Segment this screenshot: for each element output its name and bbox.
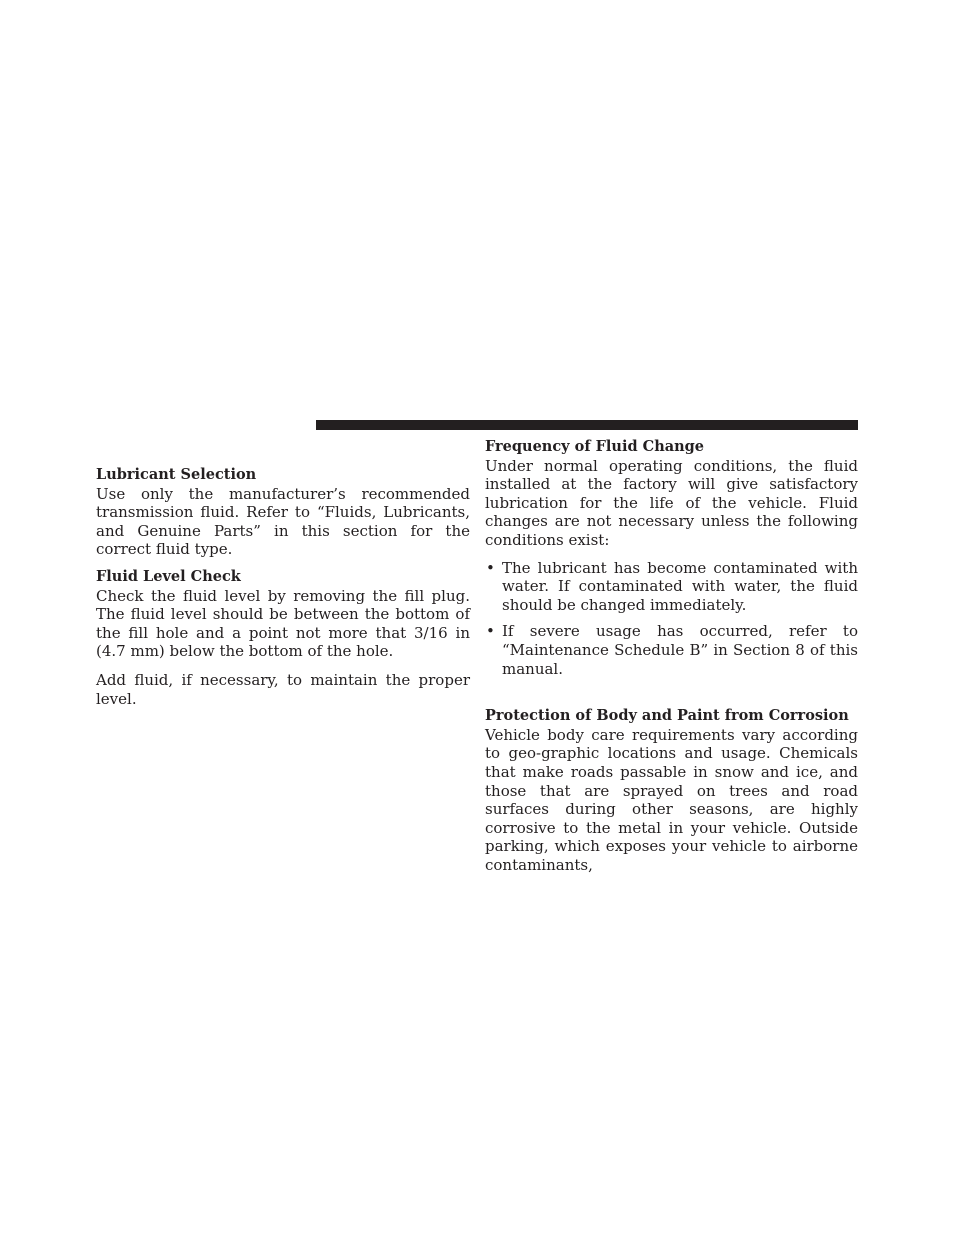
- heading-protection-of-body: Protection of Body and Paint from Corrosion: [485, 707, 849, 725]
- conditions-list: [485, 559, 858, 679]
- paragraph-lubricant-selection: Use only the manufacturer’s recommended transmission fluid. Refer to “Fluids, Lubricants, and Genuine Parts” in this section for the correct fluid type.: [96, 484, 470, 559]
- paragraph-fluid-level-check: Check the fluid level by removing the fill plug. The fluid level should be between the bottom of the fill hole and a point not more that 3/16 in (4.7 mm) below the bottom of the hole.: [96, 586, 470, 661]
- paragraph-add-fluid: Add fluid, if necessary, to maintain the proper level.: [96, 670, 470, 708]
- list-item: [485, 622, 858, 678]
- paragraph-protection-of-body: Vehicle body care requirements vary according to geo-graphic locations and usage. Chemicals that make roads passable in snow and ice, and those that are sprayed on trees and road surfaces during other seasons, are highly corrosive to the metal in your vehicle. Outside parking, which exposes your vehicle to airborne contaminants,: [485, 725, 858, 874]
- list-item-text: If severe usage has occurred, refer to “Maintenance Schedule B” in Section 8 of this manual.: [502, 622, 858, 678]
- heading-lubricant-selection: Lubricant Selection: [96, 466, 257, 483]
- heading-frequency-of-fluid-change: Frequency of Fluid Change: [485, 438, 705, 455]
- section-header-rule: [316, 420, 858, 430]
- list-item-text: The lubricant has become contaminated with water. If contaminated with water, the fluid should be changed immediately.: [502, 558, 858, 614]
- left-column: [96, 466, 470, 708]
- list-item: [485, 559, 858, 615]
- bullet-icon: •: [486, 558, 495, 577]
- right-column: [485, 438, 858, 874]
- heading-fluid-level-check: Fluid Level Check: [96, 567, 241, 585]
- bullet-icon: •: [486, 622, 495, 641]
- paragraph-frequency-of-fluid-change: Under normal operating conditions, the fluid installed at the factory will give satisfactory lubrication for the life of the vehicle. Fluid changes are not necessary unless the following conditions exist:: [485, 456, 858, 549]
